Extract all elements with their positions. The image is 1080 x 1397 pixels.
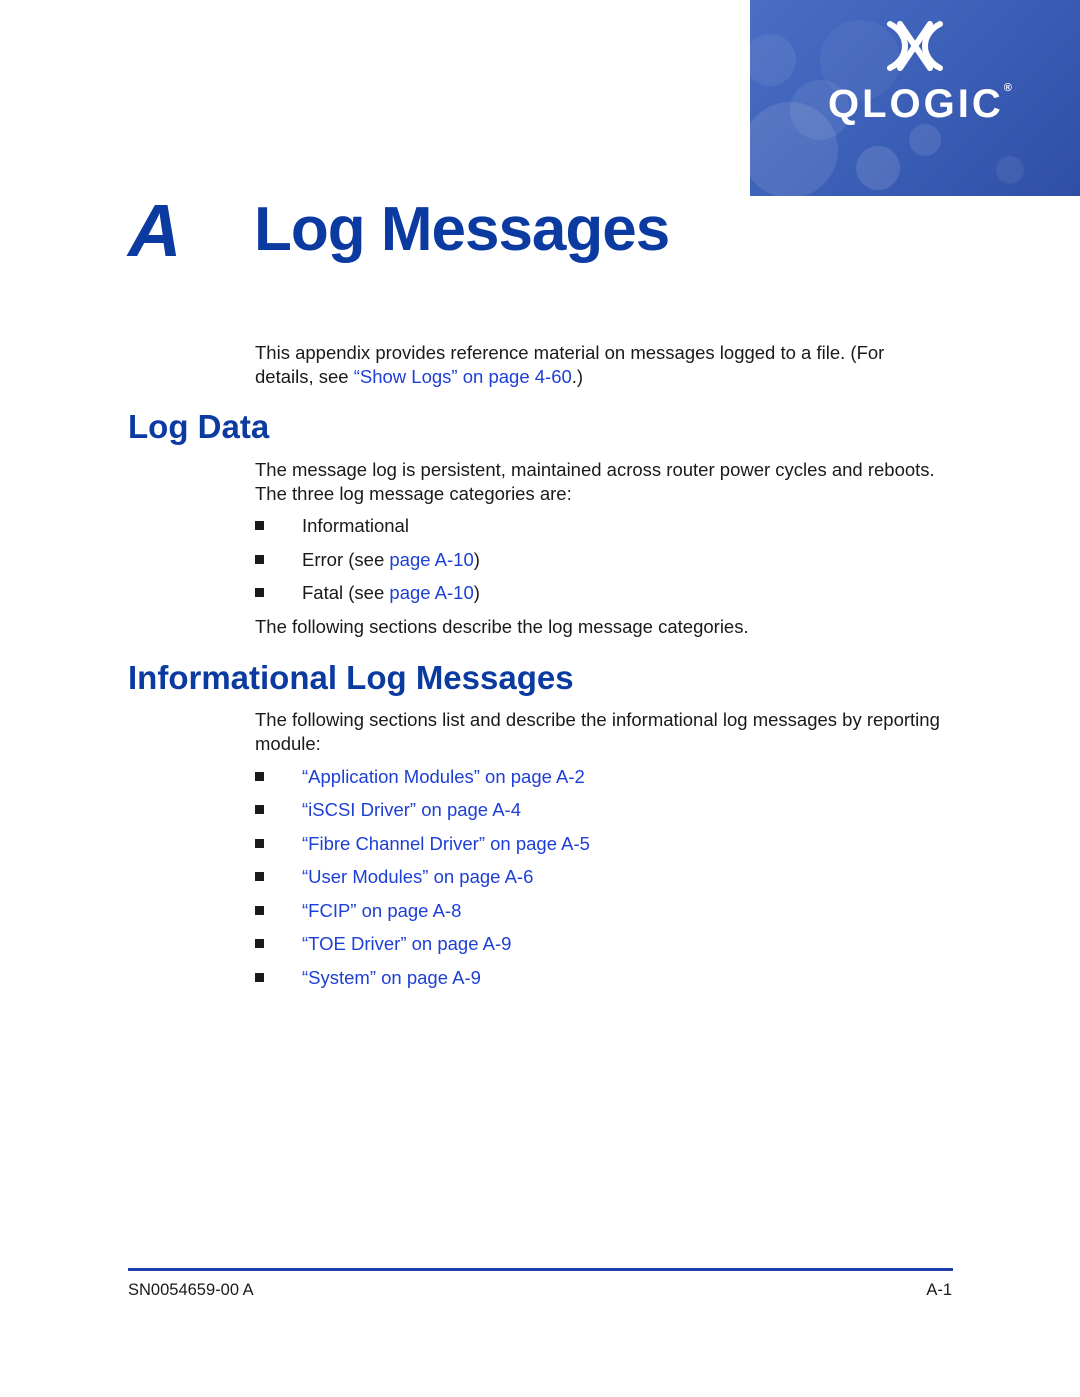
show-logs-link[interactable]: “Show Logs” on page 4-60 (353, 365, 572, 387)
user-modules-link[interactable]: “User Modules” on page A-6 (302, 866, 534, 887)
section-heading-informational: Informational Log Messages (128, 659, 574, 696)
fatal-page-link[interactable]: page A-10 (389, 582, 474, 603)
bullet-square-icon (255, 839, 264, 848)
log-data-paragraph: The message log is persistent, maintained across router power cycles and reboots. The three log message categories are: (255, 459, 935, 504)
chapter-name: Log Messages (254, 195, 670, 264)
bullet-square-icon (255, 521, 264, 530)
bullet-square-icon (255, 872, 264, 881)
chapter-letter: A (128, 189, 181, 272)
qlogic-logo (750, 0, 1080, 196)
section-heading-log-data: Log Data (128, 408, 270, 445)
qlogic-mark-icon (890, 24, 940, 68)
page-number: A-1 (926, 1281, 952, 1299)
application-modules-link[interactable]: “Application Modules” on page A-2 (302, 766, 585, 787)
system-link[interactable]: “System” on page A-9 (302, 967, 481, 988)
log-data-closing: The following sections describe the log message categories. (255, 616, 749, 637)
bullet-square-icon (255, 973, 264, 982)
iscsi-driver-link[interactable]: “iSCSI Driver” on page A-4 (302, 799, 522, 820)
bullet-square-icon (255, 805, 264, 814)
doc-number: SN0054659-00 A (128, 1281, 254, 1299)
bullet-square-icon (255, 772, 264, 781)
logo-wordmark: QLOGIC® (828, 82, 1012, 126)
intro-paragraph: This appendix provides reference material on messages logged to a file. (For details, see “Show Logs” on page 4-60.) (255, 342, 885, 387)
bullet-square-icon (255, 588, 264, 597)
toe-driver-link[interactable]: “TOE Driver” on page A-9 (302, 933, 512, 954)
fcip-link[interactable]: “FCIP” on page A-8 (302, 900, 462, 921)
bullet-square-icon (255, 555, 264, 564)
bullet-square-icon (255, 906, 264, 915)
informational-paragraph: The following sections list and describe the informational log messages by reporting module: (255, 709, 940, 754)
error-page-link[interactable]: page A-10 (389, 549, 474, 570)
fibre-channel-driver-link[interactable]: “Fibre Channel Driver” on page A-5 (302, 833, 590, 854)
footer-divider (128, 1268, 953, 1271)
bullet-square-icon (255, 939, 264, 948)
